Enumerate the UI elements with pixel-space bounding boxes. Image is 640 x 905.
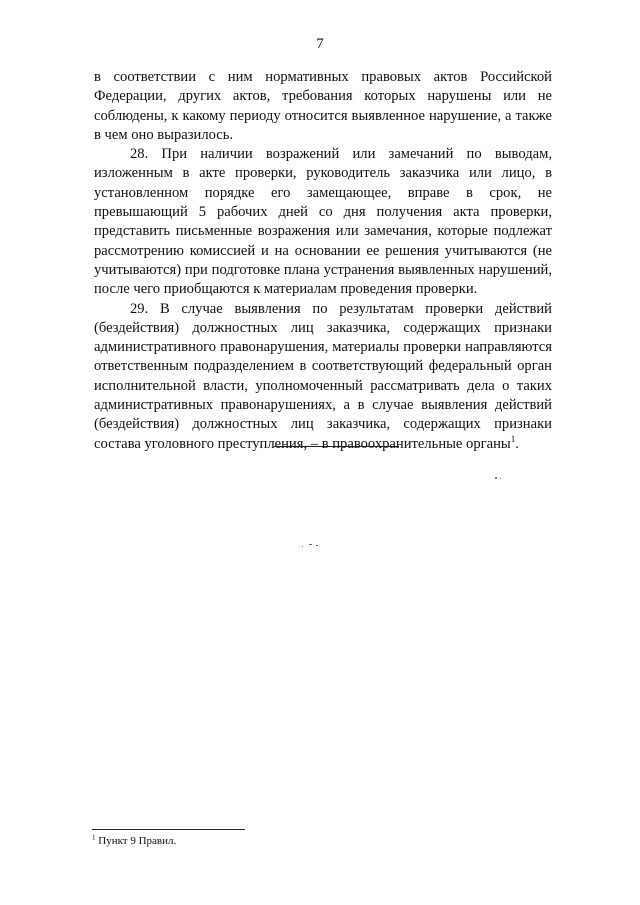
section-separator-line: [274, 446, 399, 447]
footnote-text: Пункт 9 Правил.: [95, 835, 177, 847]
scan-speck: [495, 477, 497, 479]
scan-speck: [316, 545, 318, 546]
paragraph-end: .: [515, 435, 519, 452]
scan-speck: [309, 544, 312, 545]
paragraph-continuation: [94, 68, 552, 145]
paragraph-text: в соответствии с ним нормативных правовых актов Российской Федерации, других актов, требования которых нарушены или не соблюдены, к какому периоду относится выявленное нарушение, а также в чем оно выразилось.: [94, 69, 552, 143]
page-number: 7: [316, 36, 324, 52]
scan-speck: [302, 546, 303, 547]
paragraph-28: [94, 145, 552, 299]
scan-speck: [500, 478, 501, 479]
paragraph-text: 29. В случае выявления по результатам проверки действий (бездействия) должностных лиц заказчика, содержащих признаки административного правонарушения, материалы проверки направляются ответственным подразделением в соответствующий федеральный орган исполнительной власти, уполномоченный рассматривать дела о таких административных правонарушениях, а в случае выявления действий (бездействия) должностных лиц заказчика, содержащих признаки состава уголовного преступления, – в правоохранительные органы: [94, 300, 552, 452]
footnote-separator-line: [92, 829, 245, 830]
footnote: [92, 834, 176, 848]
footnote-reference: 1: [510, 433, 516, 444]
paragraph-text: 28. При наличии возражений или замечаний по выводам, изложенным в акте проверки, руководитель заказчика или лицо, в установленном порядке его замещающее, вправе в срок, не превышающий 5 рабочих дней со дня получения акта проверки, представить письменные возражения или замечания, которые подлежат рассмотрению комиссией и на основании ее решения учитываются (не учитываются) при подготовке плана устранения выявленных нарушений, после чего приобщаются к материалам проведения проверки.: [94, 146, 552, 298]
footnote-marker: 1: [92, 833, 96, 842]
paragraph-29: [94, 300, 552, 454]
document-body: [94, 68, 552, 454]
